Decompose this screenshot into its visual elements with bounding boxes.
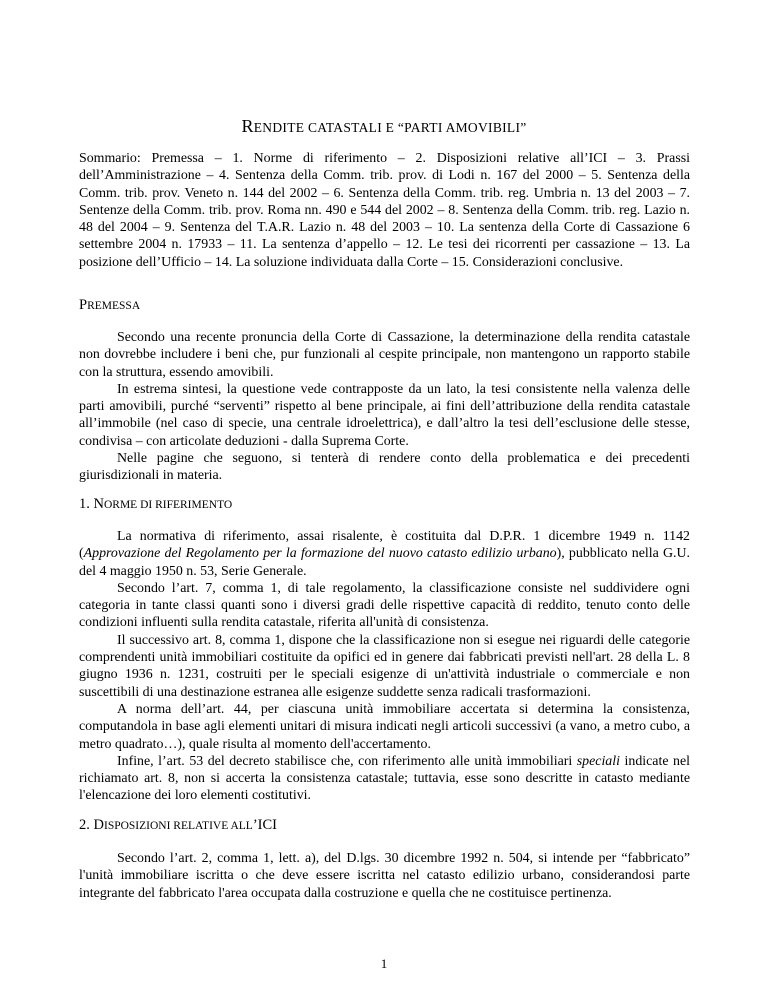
premessa-paragraph: Secondo una recente pronuncia della Corte di Cassazione, la determinazione della rendita catastale non dovrebbe includere i beni che, pur funzionali al cespite principale, non mantengono un rapporto stabile con la struttura, essendo amovibili. [79,330,690,380]
section-1-paragraph: Secondo l’art. 7, comma 1, di tale regolamento, la classificazione consiste nel suddividere ogni categoria in tante classi quanti sono i diversi gradi delle rispettive capacità di reddito, tenuto conto delle condizioni influenti sulla rendita catastale, riferita all'unità di consistenza. [79,580,690,631]
title-rest: ENDITE CATASTALI E “PARTI AMOVIBILI” [253,120,527,135]
premessa-paragraph: In estrema sintesi, la questione vede contrapposte da un lato, la tesi consistente nella valenza delle parti amovibili, purché “serventi” rispetto al bene principale, ai fini dell’attribuzione della rendita catastale all’immobile (nel caso di specie, una centrale idroelettrica), e dall’altro la tesi dell’esclusione delle stesse, condivisa – con articolate deduzioni - dalla Suprema Corte. [79,381,690,449]
text-span: Infine, l’art. 53 del decreto stabilisce che, con riferimento alle unità immobiliari [117,753,577,769]
text-span: ), pubblicato nella G.U. del 4 maggio 1950 n. 53, Serie Generale. [79,546,690,579]
section-1-paragraph: A norma dell’art. 44, per ciascuna unità immobiliare accertata si determina la consistenza, computandola in base agli elementi unitari di misura indicati negli articoli successivi (a vano, a metro cubo, a metro quadrato…), quale risulta al momento dell'accertamento. [79,701,690,752]
italic-title: Approvazione del Regolamento per la formazione del nuovo catasto edilizio urbano [83,546,557,562]
section-1-number: 1. [79,496,94,512]
heading-section-1 [79,496,232,514]
italic-term: speciali [576,753,620,769]
section-1-rest: ORME DI RIFERIMENTO [103,499,233,511]
premessa-body [79,329,690,485]
page-number: 1 [380,956,388,971]
summary-paragraph: Sommario: Premessa – 1. Norme di riferimento – 2. Disposizioni relative all’ICI – 3. Prassi dell’Amministrazione – 4. Sentenza della Comm. trib. prov. di Lodi n. 167 del 2000 – 5. Sentenza della Comm. trib. prov. Veneto n. 144 del 2002 – 6. Sentenza della Comm. trib. reg. Umbria n. 13 del 2003 – 7. Sentenze della Comm. trib. prov. Roma nn. 490 e 544 del 2002 – 8. Sentenza della Comm. trib. reg. Lazio n. 48 del 2004 – 9. Sentenza del T.A.R. Lazio n. 48 del 2003 – 10. La sentenza della Corte di Cassazione 6 settembre 2004 n. 17933 – 11. La sentenza d’appello – 12. Le tesi dei ricorrenti per cassazione – 13. La posizione dell’Ufficio – 14. La soluzione individuata dalla Corte – 15. Considerazioni conclusive. [79,151,690,270]
section-1-paragraph [79,753,690,805]
section-1-paragraph: Il successivo art. 8, comma 1, dispone che la classificazione non si esegue nei riguardi delle categorie comprendenti unità immobiliari costituite da opifici ed in genere dai fabbricati previsti nell'art. 28 della L. 8 giugno 1936 n. 1231, costruiti per le speciali esigenze di un'attività industriale o commerciale e non suscettibili di una destinazione estranea alle esigenze suddette senza radicali trasformazioni. [79,632,690,700]
section-2-number: 2. [79,817,94,833]
document-title [0,118,768,136]
premessa-paragraph: Nelle pagine che seguono, si tenterà di rendere conto della problematica e dei precedenti giurisdizionali in materia. [79,451,690,484]
section-2-paragraph: Secondo l’art. 2, comma 1, lett. a), del D.lgs. 30 dicembre 1992 n. 504, si intende per “fabbricato” l'unità immobiliare iscritta o che deve essere iscritta nel catasto edilizio urbano, considerandosi parte integrante del fabbricato l'area occupata dalla costruzione e quella che ne costituisce pertinenza. [79,851,690,901]
section-2-body [79,850,690,902]
section-2-initial: D [93,817,104,833]
heading-premessa-initial: P [79,297,88,313]
heading-premessa [79,297,140,315]
heading-section-2 [79,817,277,835]
section-1-body [79,528,690,805]
section-2-rest: ISPOSIZIONI RELATIVE ALL [103,820,253,832]
text-span: La normativa di riferimento, assai risalente, è costituita dal D.P.R. 1 dicembre 1949 n. 1142 ( [79,529,690,562]
text-span: indicate nel richiamato art. 8, non si accerta la consistenza catastale; tuttavia, esse sono descritte in catasto mediante l'elencazione dei loro elementi costitutivi. [79,753,690,804]
heading-premessa-rest: REMESSA [87,300,141,312]
section-1-initial: N [93,496,104,512]
section-1-paragraph [79,528,690,580]
title-initial: R [241,116,254,136]
section-2-tail: ’ICI [252,817,278,833]
